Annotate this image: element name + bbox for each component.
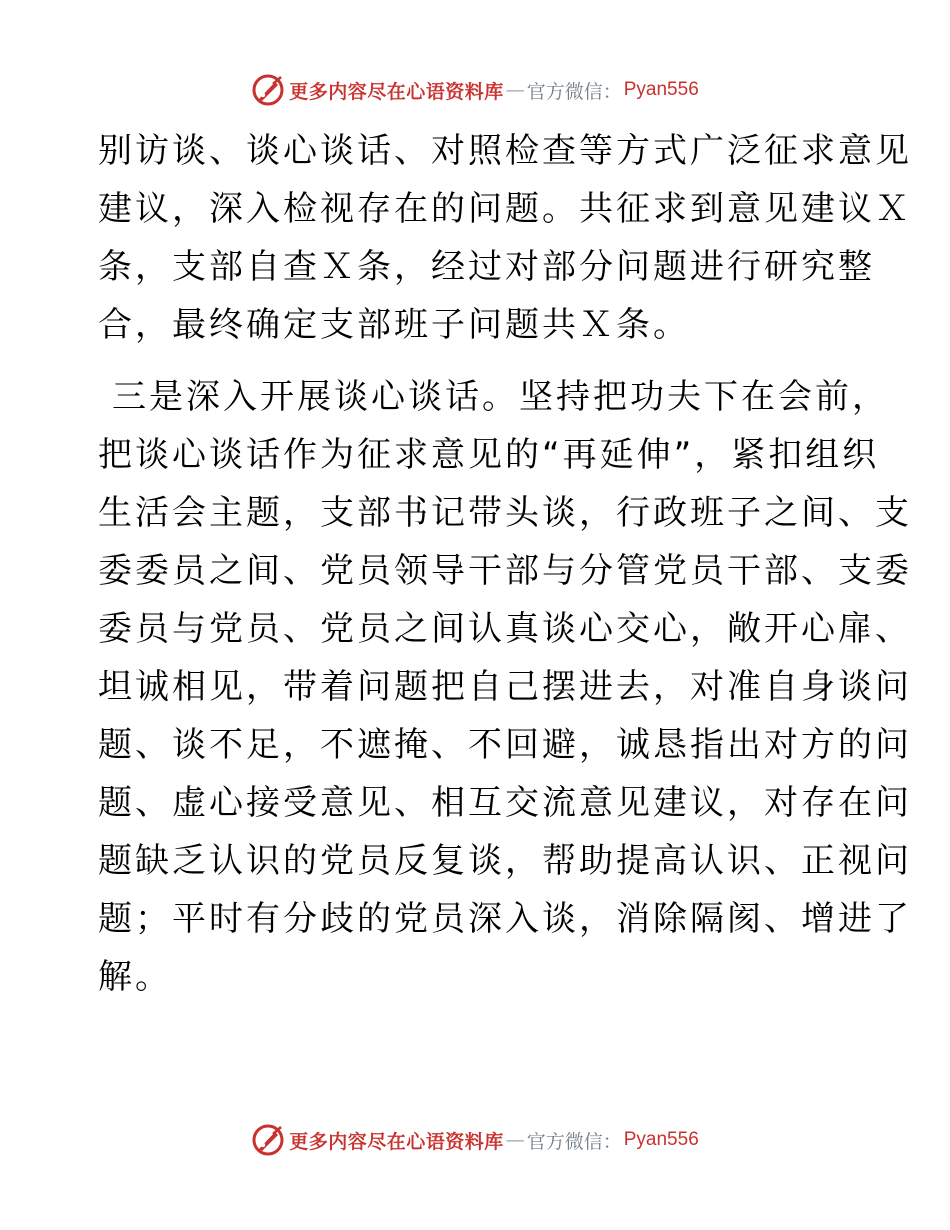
paragraph-1 bbox=[98, 122, 912, 354]
paragraph-line: 题缺乏认识的党员反复谈，帮助提高认识、正视问 bbox=[98, 841, 912, 881]
paragraph-2 bbox=[98, 368, 912, 1006]
header-dash: — bbox=[505, 79, 525, 101]
footer-dash: — bbox=[505, 1129, 525, 1151]
paragraph-line: 题、虚心接受意见、相互交流意见建议，对存在问 bbox=[98, 783, 912, 823]
footer-wechat-label: 官方微信： bbox=[526, 1130, 622, 1153]
paragraph-line: 题、谈不足，不遮掩、不回避，诚恳指出对方的问 bbox=[98, 725, 912, 765]
header-wechat-label: 官方微信： bbox=[526, 80, 622, 103]
paragraph-gap bbox=[98, 354, 858, 368]
header-watermark bbox=[0, 70, 950, 110]
paragraph-line: 建议，深入检视存在的问题。共征求到意见建议Ｘ bbox=[98, 189, 912, 229]
paragraph-line: 解。 bbox=[98, 957, 172, 997]
header-wechat-id: Pyan556 bbox=[623, 79, 699, 100]
quill-logo-icon bbox=[251, 73, 285, 107]
paragraph-line: 题；平时有分歧的党员深入谈，消除隔阂、增进了 bbox=[98, 899, 912, 939]
paragraph-line: 生活会主题，支部书记带头谈，行政班子之间、支 bbox=[98, 493, 912, 533]
paragraph-line: 三是深入开展谈心谈话。坚持把功夫下在会前， bbox=[112, 377, 889, 417]
footer-wechat-id: Pyan556 bbox=[623, 1129, 699, 1150]
paragraph-line: 委委员之间、党员领导干部与分管党员干部、支委 bbox=[98, 551, 912, 591]
paragraph-line: 委员与党员、党员之间认真谈心交心，敞开心扉、 bbox=[98, 609, 912, 649]
paragraph-line: 合，最终确定支部班子问题共Ｘ条。 bbox=[98, 305, 690, 345]
paragraph-line: 坦诚相见，带着问题把自己摆进去，对准自身谈问 bbox=[98, 667, 912, 707]
footer-slogan: 更多内容尽在心语资料库 bbox=[289, 1130, 504, 1153]
paragraph-line: 别访谈、谈心谈话、对照检查等方式广泛征求意见 bbox=[98, 131, 912, 171]
document-body bbox=[98, 122, 912, 1006]
footer-watermark bbox=[0, 1120, 950, 1160]
header-slogan: 更多内容尽在心语资料库 bbox=[289, 80, 504, 103]
paragraph-line: 条，支部自查Ｘ条，经过对部分问题进行研究整 bbox=[98, 247, 875, 287]
quill-logo-icon bbox=[251, 1123, 285, 1157]
paragraph-line: 把谈心谈话作为征求意见的“再延伸”，紧扣组织 bbox=[98, 435, 880, 475]
